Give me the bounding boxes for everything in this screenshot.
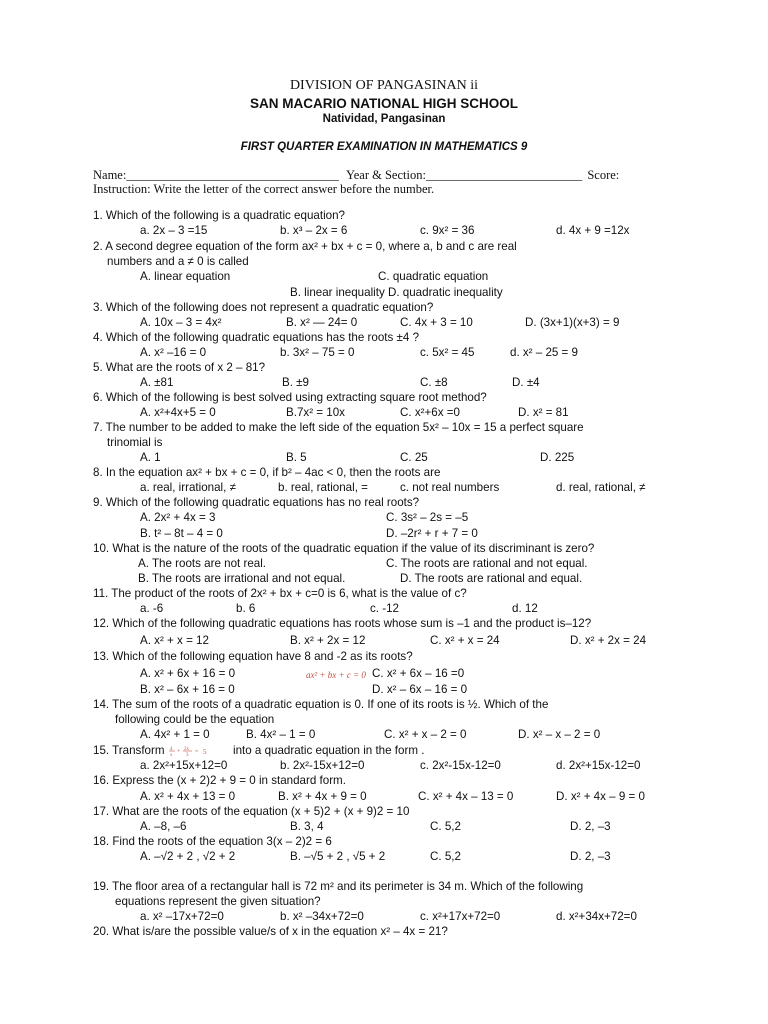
choice-d: D. x² – 6x – 16 = 0 <box>372 683 468 696</box>
choice-c: C. x² + 4x – 13 = 0 <box>418 790 514 803</box>
choice-c: C. 5,2 <box>430 850 461 863</box>
choice-b: b. x² –34x+72=0 <box>280 910 364 923</box>
choice-c: C. x² + x = 24 <box>430 634 500 647</box>
name-blank: __________________________________ <box>126 168 339 182</box>
choice-a: A. x² + 4x + 13 = 0 <box>140 790 236 803</box>
choice-b: B. x² – 6x + 16 = 0 <box>140 683 235 696</box>
name-field[interactable] <box>93 168 619 182</box>
choice-b: B. ±9 <box>282 376 309 389</box>
choice-b: B. t² – 8t – 4 = 0 <box>140 527 223 540</box>
question-stem: 4. Which of the following quadratic equations has the roots ±4 ? <box>93 331 420 344</box>
choice-a: a. 2x²+15x+12=0 <box>140 759 228 772</box>
question-stem-start: 15. Transform <box>93 744 165 757</box>
question-stem <box>93 744 424 758</box>
question-stem-continued: trinomial is <box>107 436 163 449</box>
question-stem: 13. Which of the following equation have 8 and -2 as its roots? <box>93 650 413 663</box>
choice-b: b. x³ – 2x = 6 <box>280 224 348 237</box>
question-stem: 20. What is/are the possible value/s of x in the equation x² – 4x = 21? <box>93 925 448 938</box>
choice-d: d. x² – 25 = 9 <box>510 346 578 359</box>
question-stem: 19. The floor area of a rectangular hall is 72 m² and its perimeter is 34 m. Which of the following <box>93 880 584 893</box>
choice-d: D. –2r² + r + 7 = 0 <box>386 527 478 540</box>
question-stem: 10. What is the nature of the roots of the quadratic equation if the value of its discriminant is zero? <box>93 542 595 555</box>
question-stem: 14. The sum of the roots of a quadratic equation is 0. If one of its roots is ½. Which of the <box>93 698 549 711</box>
choice-a: A. –√2 + 2 , √2 + 2 <box>140 850 236 863</box>
question-stem-continued: equations represent the given situation? <box>115 895 321 908</box>
choice-d: d. 12 <box>512 602 538 615</box>
choice-c: C. 5,2 <box>430 820 461 833</box>
choice-b: B. 5 <box>286 451 307 464</box>
choice-b: B.7x² = 10x <box>286 406 345 419</box>
exam-title: FIRST QUARTER EXAMINATION IN MATHEMATICS 9 <box>240 141 528 153</box>
svg-text:+: + <box>176 748 181 755</box>
svg-text:=: = <box>194 748 199 755</box>
question-stem: 11. The product of the roots of 2x² + bx + c=0 is 6, what is the value of c? <box>93 587 467 600</box>
choice-a: A. 1 <box>140 451 161 464</box>
choice-d: D. ±4 <box>512 376 540 389</box>
choice-b: B. x² — 24= 0 <box>286 316 358 329</box>
school-location: Natividad, Pangasinan <box>322 113 446 125</box>
choice-b-d: B. linear inequality D. quadratic inequality <box>290 286 503 299</box>
choice-d: D. The roots are rational and equal. <box>400 572 583 585</box>
choice-c: c. 5x² = 45 <box>420 346 475 359</box>
choice-b: b. 3x² – 75 = 0 <box>280 346 355 359</box>
choice-a: A. x² + 6x + 16 = 0 <box>140 667 236 680</box>
choice-b: b. real, rational, = <box>278 481 368 494</box>
question-stem: 3. Which of the following does not represent a quadratic equation? <box>93 301 434 314</box>
choice-d: D. x² + 2x = 24 <box>570 634 647 647</box>
question-stem: 5. What are the roots of x 2 – 81? <box>93 361 266 374</box>
question-stem: 2. A second degree equation of the form ax² + bx + c = 0, where a, b and c are real <box>93 240 517 253</box>
question-stem: 12. Which of the following quadratic equations has roots whose sum is –1 and the product is–12? <box>93 617 592 630</box>
score-label: Score: <box>587 168 620 182</box>
question-stem: 8. In the equation ax² + bx + c = 0, if b² – 4ac < 0, then the roots are <box>93 466 441 479</box>
question-stem-end: into a quadratic equation in the form . <box>233 744 425 757</box>
choice-d: d. real, rational, ≠ <box>556 481 646 494</box>
choice-c: C. x²+6x =0 <box>400 406 460 419</box>
choice-a: A. 4x² + 1 = 0 <box>140 728 210 741</box>
choice-a: A. 2x² + 4x = 3 <box>140 511 216 524</box>
choice-a: A. x² –16 = 0 <box>140 346 207 359</box>
choice-c: c. 2x²-15x-12=0 <box>420 759 501 772</box>
question-stem: 18. Find the roots of the equation 3(x – 2)2 = 6 <box>93 835 332 848</box>
choice-c: c. 9x² = 36 <box>420 224 475 237</box>
choice-d: D. x² – x – 2 = 0 <box>518 728 601 741</box>
choice-a: a. x² –17x+72=0 <box>140 910 224 923</box>
choice-c: c. x²+17x+72=0 <box>420 910 501 923</box>
fraction-equation-graphic <box>168 745 230 757</box>
choice-b: B. The roots are irrational and not equal. <box>138 572 346 585</box>
question-stem: 7. The number to be added to make the left side of the equation 5x² – 10x = 15 a perfect square <box>93 421 584 434</box>
year-section-blank: _________________________ <box>425 168 583 182</box>
choice-a: A. –8, –6 <box>140 820 187 833</box>
division-heading: DIVISION OF PANGASINAN ii <box>289 78 479 93</box>
choice-a: A. The roots are not real. <box>138 557 267 570</box>
choice-d: d. 2x²+15x-12=0 <box>556 759 641 772</box>
choice-c: c. -12 <box>370 602 399 615</box>
question-stem: 17. What are the roots of the equation (x + 5)2 + (x + 9)2 = 10 <box>93 805 410 818</box>
choice-b: B. –√5 + 2 , √5 + 2 <box>290 850 386 863</box>
question-stem: 9. Which of the following quadratic equations has no real roots? <box>93 496 420 509</box>
choice-c: C. The roots are rational and not equal. <box>386 557 588 570</box>
choice-d: D. x² + 4x – 9 = 0 <box>556 790 645 803</box>
question-stem-continued: following could be the equation <box>115 713 275 726</box>
svg-text:2x: 2x <box>183 746 189 752</box>
choice-a: A. 10x – 3 = 4x² <box>140 316 222 329</box>
choice-d: D. 2, –3 <box>570 850 611 863</box>
choice-b: B. 3, 4 <box>290 820 324 833</box>
svg-text:5: 5 <box>202 747 207 756</box>
choice-d: D. (3x+1)(x+3) = 9 <box>525 316 620 329</box>
svg-text:4: 4 <box>169 746 173 752</box>
choice-c: C. quadratic equation <box>378 270 489 283</box>
choice-a: A. linear equation <box>140 270 231 283</box>
svg-text:3: 3 <box>185 752 189 757</box>
choice-c: c. not real numbers <box>400 481 500 494</box>
name-label: Name: <box>93 168 127 182</box>
school-name: SAN MACARIO NATIONAL HIGH SCHOOL <box>250 96 518 111</box>
choice-a: A. ±81 <box>140 376 174 389</box>
choice-c: C. 3s² – 2s = –5 <box>386 511 469 524</box>
svg-text:x: x <box>169 752 173 757</box>
choice-b: B. x² + 4x + 9 = 0 <box>278 790 367 803</box>
choice-c: C. 25 <box>400 451 428 464</box>
choice-b: B. 4x² – 1 = 0 <box>246 728 316 741</box>
choice-c: C. x² + x – 2 = 0 <box>384 728 467 741</box>
choice-b: b. 6 <box>236 602 256 615</box>
question-stem: 6. Which of the following is best solved using extracting square root method? <box>93 391 487 404</box>
question-stem: 16. Express the (x + 2)2 + 9 = 0 in standard form. <box>93 774 346 787</box>
choice-d: D. x² = 81 <box>518 406 569 419</box>
choice-a: A. x² + x = 12 <box>140 634 209 647</box>
question-stem-continued: numbers and a ≠ 0 is called <box>107 255 249 268</box>
choice-d: d. 4x + 9 =12x <box>556 224 630 237</box>
choice-b: b. 2x²-15x+12=0 <box>280 759 365 772</box>
choice-b: B. x² + 2x = 12 <box>290 634 366 647</box>
choice-c: C. ±8 <box>420 376 448 389</box>
question-stem: 1. Which of the following is a quadratic equation? <box>93 209 345 222</box>
choice-c: C. 4x + 3 = 10 <box>400 316 473 329</box>
choice-d: D. 225 <box>540 451 575 464</box>
fraction-equation-image <box>168 745 230 757</box>
choice-a: A. x²+4x+5 = 0 <box>140 406 216 419</box>
choice-a: a. 2x – 3 =15 <box>140 224 208 237</box>
choice-a: a. real, irrational, ≠ <box>140 481 236 494</box>
year-section-label: Year & Section: <box>345 168 426 182</box>
choice-a: a. -6 <box>140 602 164 615</box>
choice-d: d. x²+34x+72=0 <box>556 910 637 923</box>
instruction: Instruction: Write the letter of the correct answer before the number. <box>93 182 435 196</box>
choice-d: D. 2, –3 <box>570 820 611 833</box>
overlay-formula: ax² + bx + c = 0 <box>306 670 366 680</box>
choice-c: C. x² + 6x – 16 =0 <box>372 667 465 680</box>
